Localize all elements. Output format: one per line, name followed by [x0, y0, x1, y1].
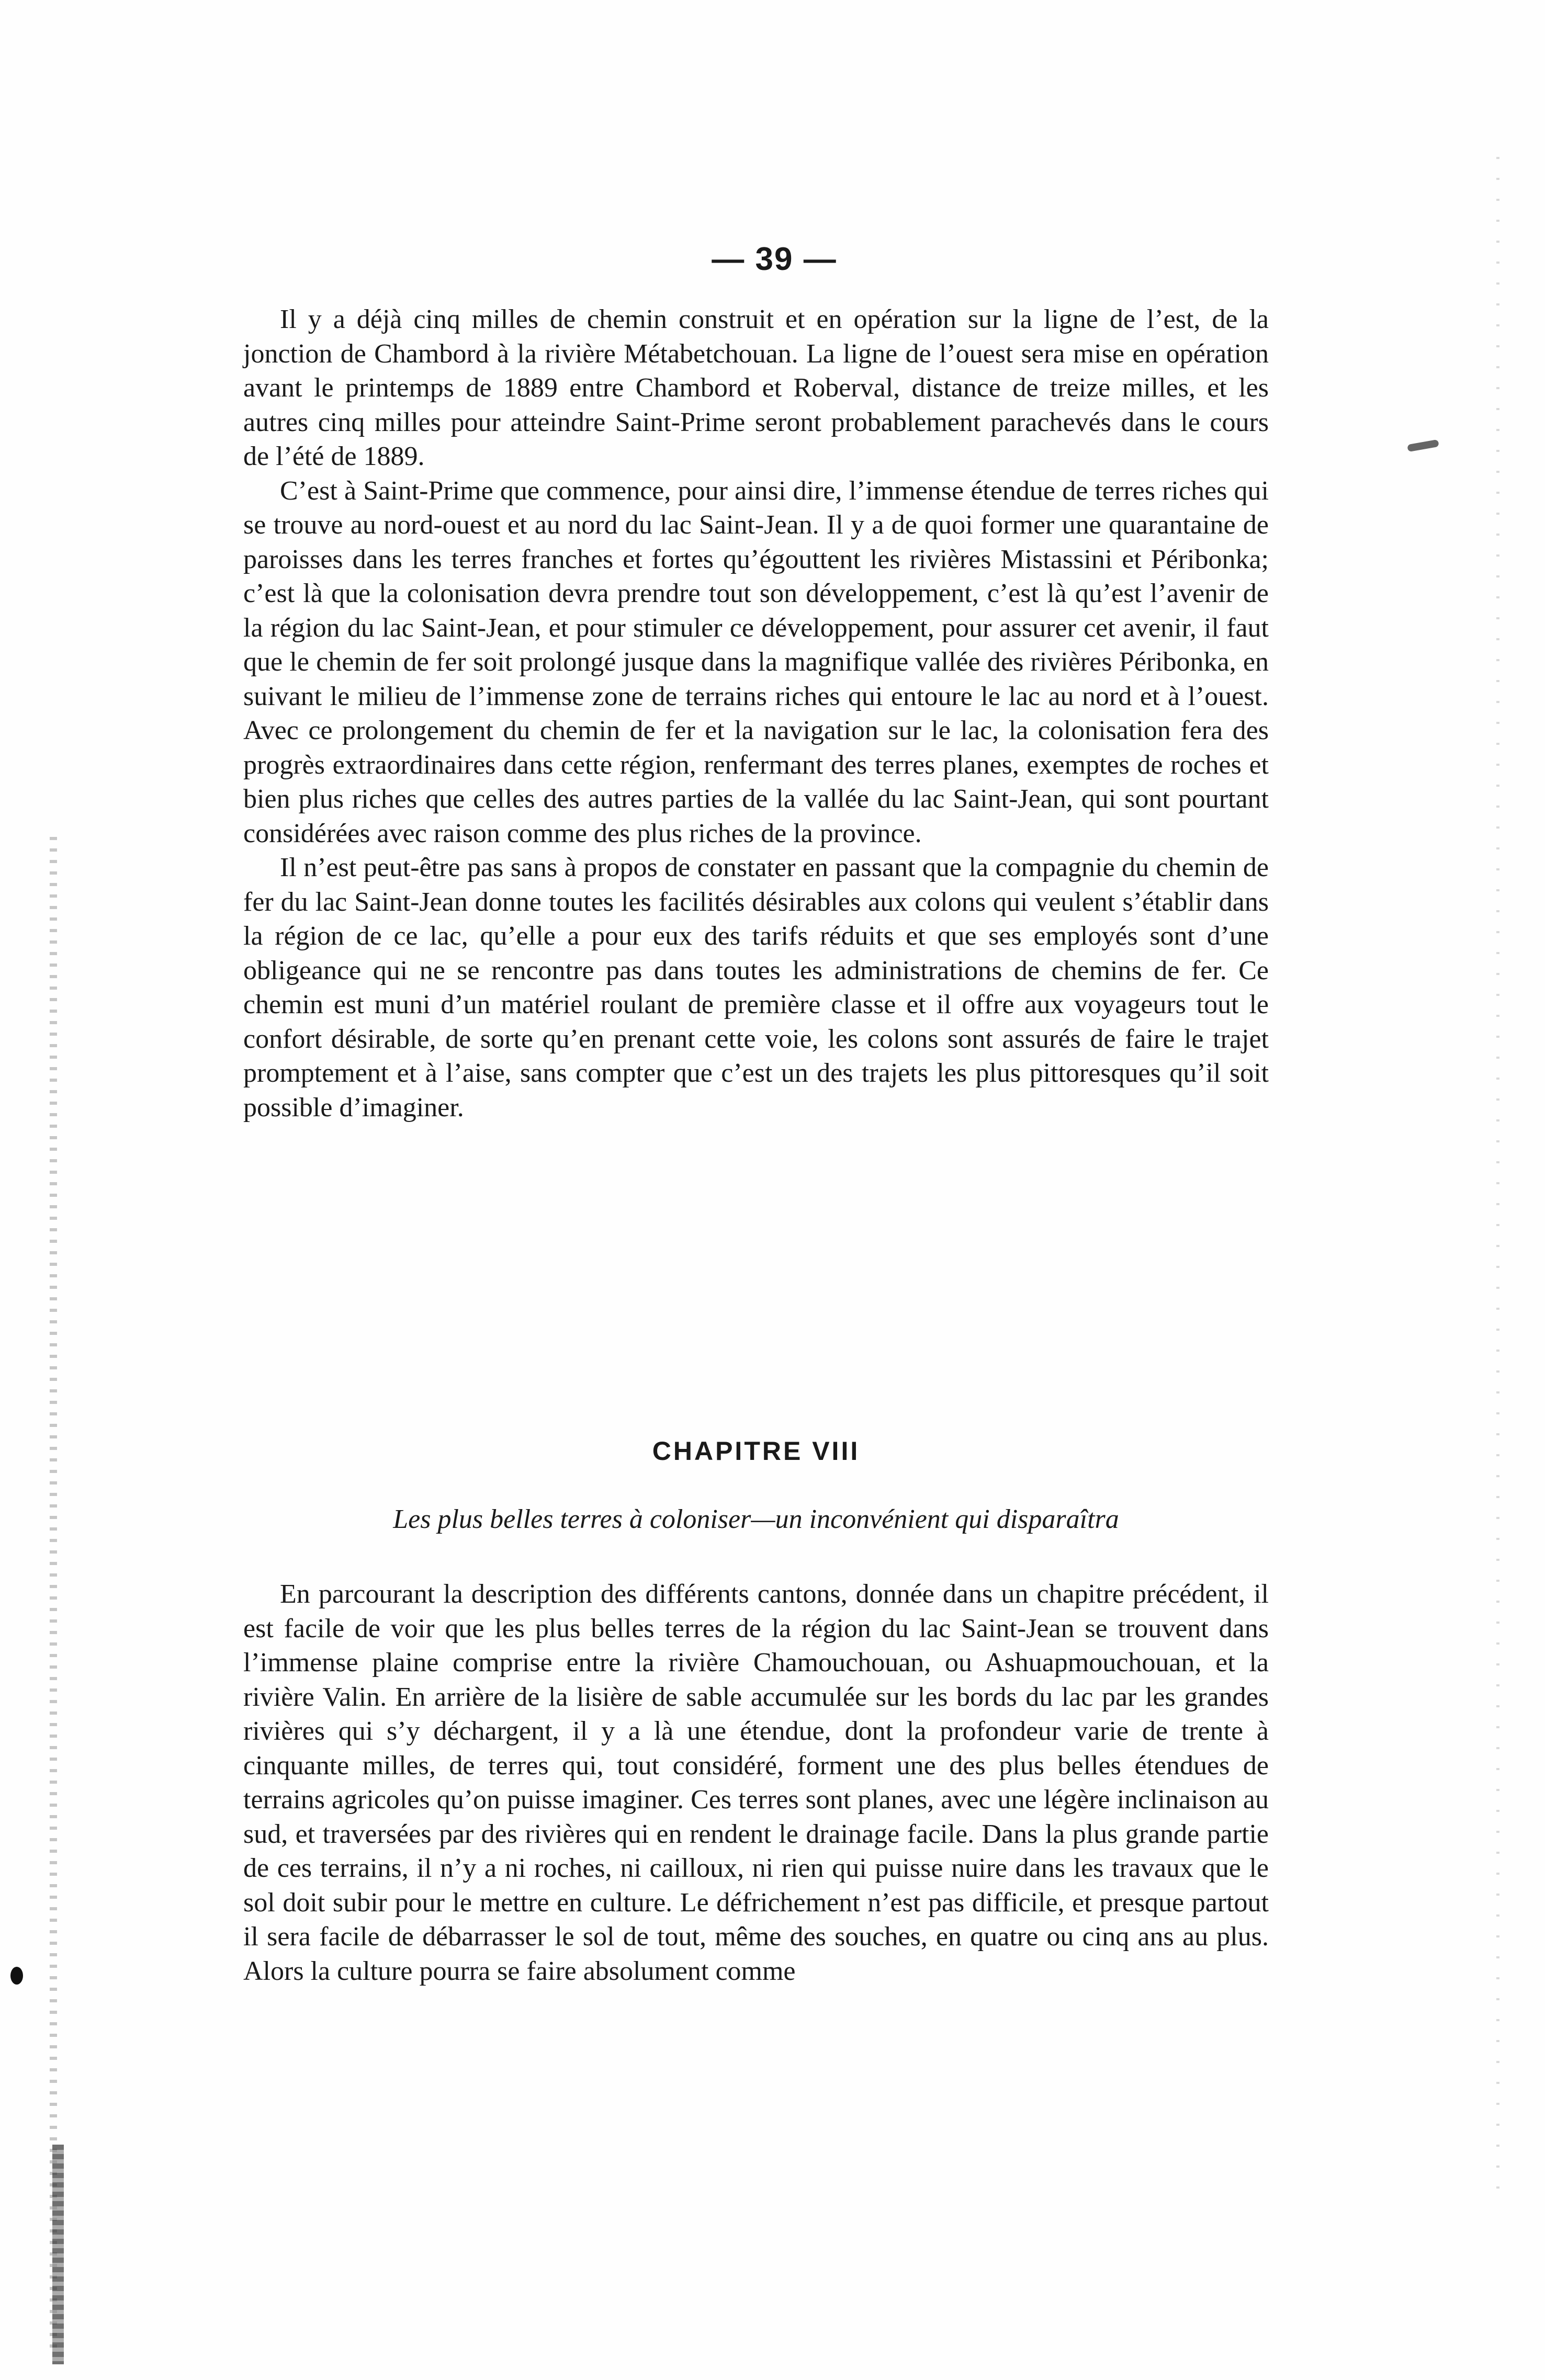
scan-binding-shadow — [52, 2145, 64, 2364]
top-text-block — [243, 302, 1269, 1125]
paragraph: Il n’est peut-être pas sans à propos de constater en passant que la compagnie du chemin de fer du lac Saint-Jean donne toutes les facilités désirables aux colons qui veulent s’établir dans la région de ce lac, qu’elle a pour eux des tarifs réduits et que ses employés sont d’une obligeance qui ne se rencontre pas dans toutes les administrations de chemins de fer. Ce chemin est muni d’un matériel roulant de première classe et il offre aux voyageurs tout le confort désirable, de sorte qu’en prenant cette voie, les colons sont assurés de faire le trajet promptement et à l’aise, sans compter que c’est un des trajets les plus pittoresques qu’il soit possible d’imaginer. — [243, 853, 1269, 1123]
scan-edge-artifact — [50, 837, 57, 2354]
chapter-text-block — [243, 1577, 1269, 1988]
ink-smudge — [1407, 439, 1439, 452]
paragraph: C’est à Saint-Prime que commence, pour ainsi dire, l’immense étendue de terres riches qui se trouve au nord-ouest et au nord du lac Saint-Jean. Il y a de quoi former une quarantaine de paroisses dans les terres franches et fortes qu’égouttent les rivières Mistassini et Péribonka; c’est là que la colonisation devra prendre tout son développement, c’est là qu’est l’avenir de la région du lac Saint-Jean, et pour stimuler ce développement, pour assurer cet avenir, il faut que le chemin de fer soit prolongé jusque dans la magnifique vallée des rivières Péribonka, en suivant le milieu de l’immense zone de terrains riches qui entoure le lac au nord et à l’ouest. Avec ce prolongement du chemin de fer et la navigation sur le lac, la colonisation fera des progrès extraordinaires dans cette région, renfermant des terres planes, exemptes de roches et bien plus riches que celles des autres parties de la vallée du lac Saint-Jean, qui sont pourtant considérées avec raison comme des plus riches de la province. — [243, 475, 1269, 848]
paragraph: Il y a déjà cinq milles de chemin construit et en opération sur la ligne de l’est, de la jonction de Chambord à la rivière Métabetchouan. La ligne de l’ouest sera mise en opération avant le printemps de 1889 entre Chambord et Roberval, distance de treize milles, et les autres cinq milles pour atteindre Saint-Prime seront probablement parachevés dans le cours de l’été de 1889. — [243, 304, 1269, 471]
chapter-heading: CHAPITRE VIII — [652, 1436, 860, 1466]
chapter-subtitle: Les plus belles terres à coloniser—un inconvénient qui disparaîtra — [393, 1504, 1119, 1534]
page-number: — 39 — — [712, 241, 837, 277]
scan-right-edge-artifact — [1496, 157, 1499, 2197]
paragraph: En parcourant la description des différents cantons, donnée dans un chapitre précédent, il est facile de voir que les plus belles terres de la région du lac Saint-Jean se trouvent dans l’immense plaine comprise entre la rivière Chamouchouan, ou Ashuapmouchouan, et la rivière Valin. En arrière de la lisière de sable accumulée sur les bords du lac par les grandes rivières qui s’y déchargent, il y a là une étendue, dont la profondeur varie de trente à cinquante milles, de terres qui, tout considéré, forment une des plus belles étendues de terrains agricoles qu’on puisse imaginer. Ces terres sont planes, avec une légère inclinaison au sud, et traversées par des rivières qui en rendent le drainage facile. Dans la plus grande partie de ces terrains, il n’y a ni roches, ni cailloux, ni rien qui puisse nuire dans les travaux que le sol doit subir pour le mettre en culture. Le défrichement n’est pas difficile, et presque partout il sera facile de débarrasser le sol de tout, même des souches, en quatre ou cinq ans au plus. Alors la culture pourra se faire absolument comme — [243, 1579, 1269, 1986]
ink-dot — [10, 1967, 23, 1985]
